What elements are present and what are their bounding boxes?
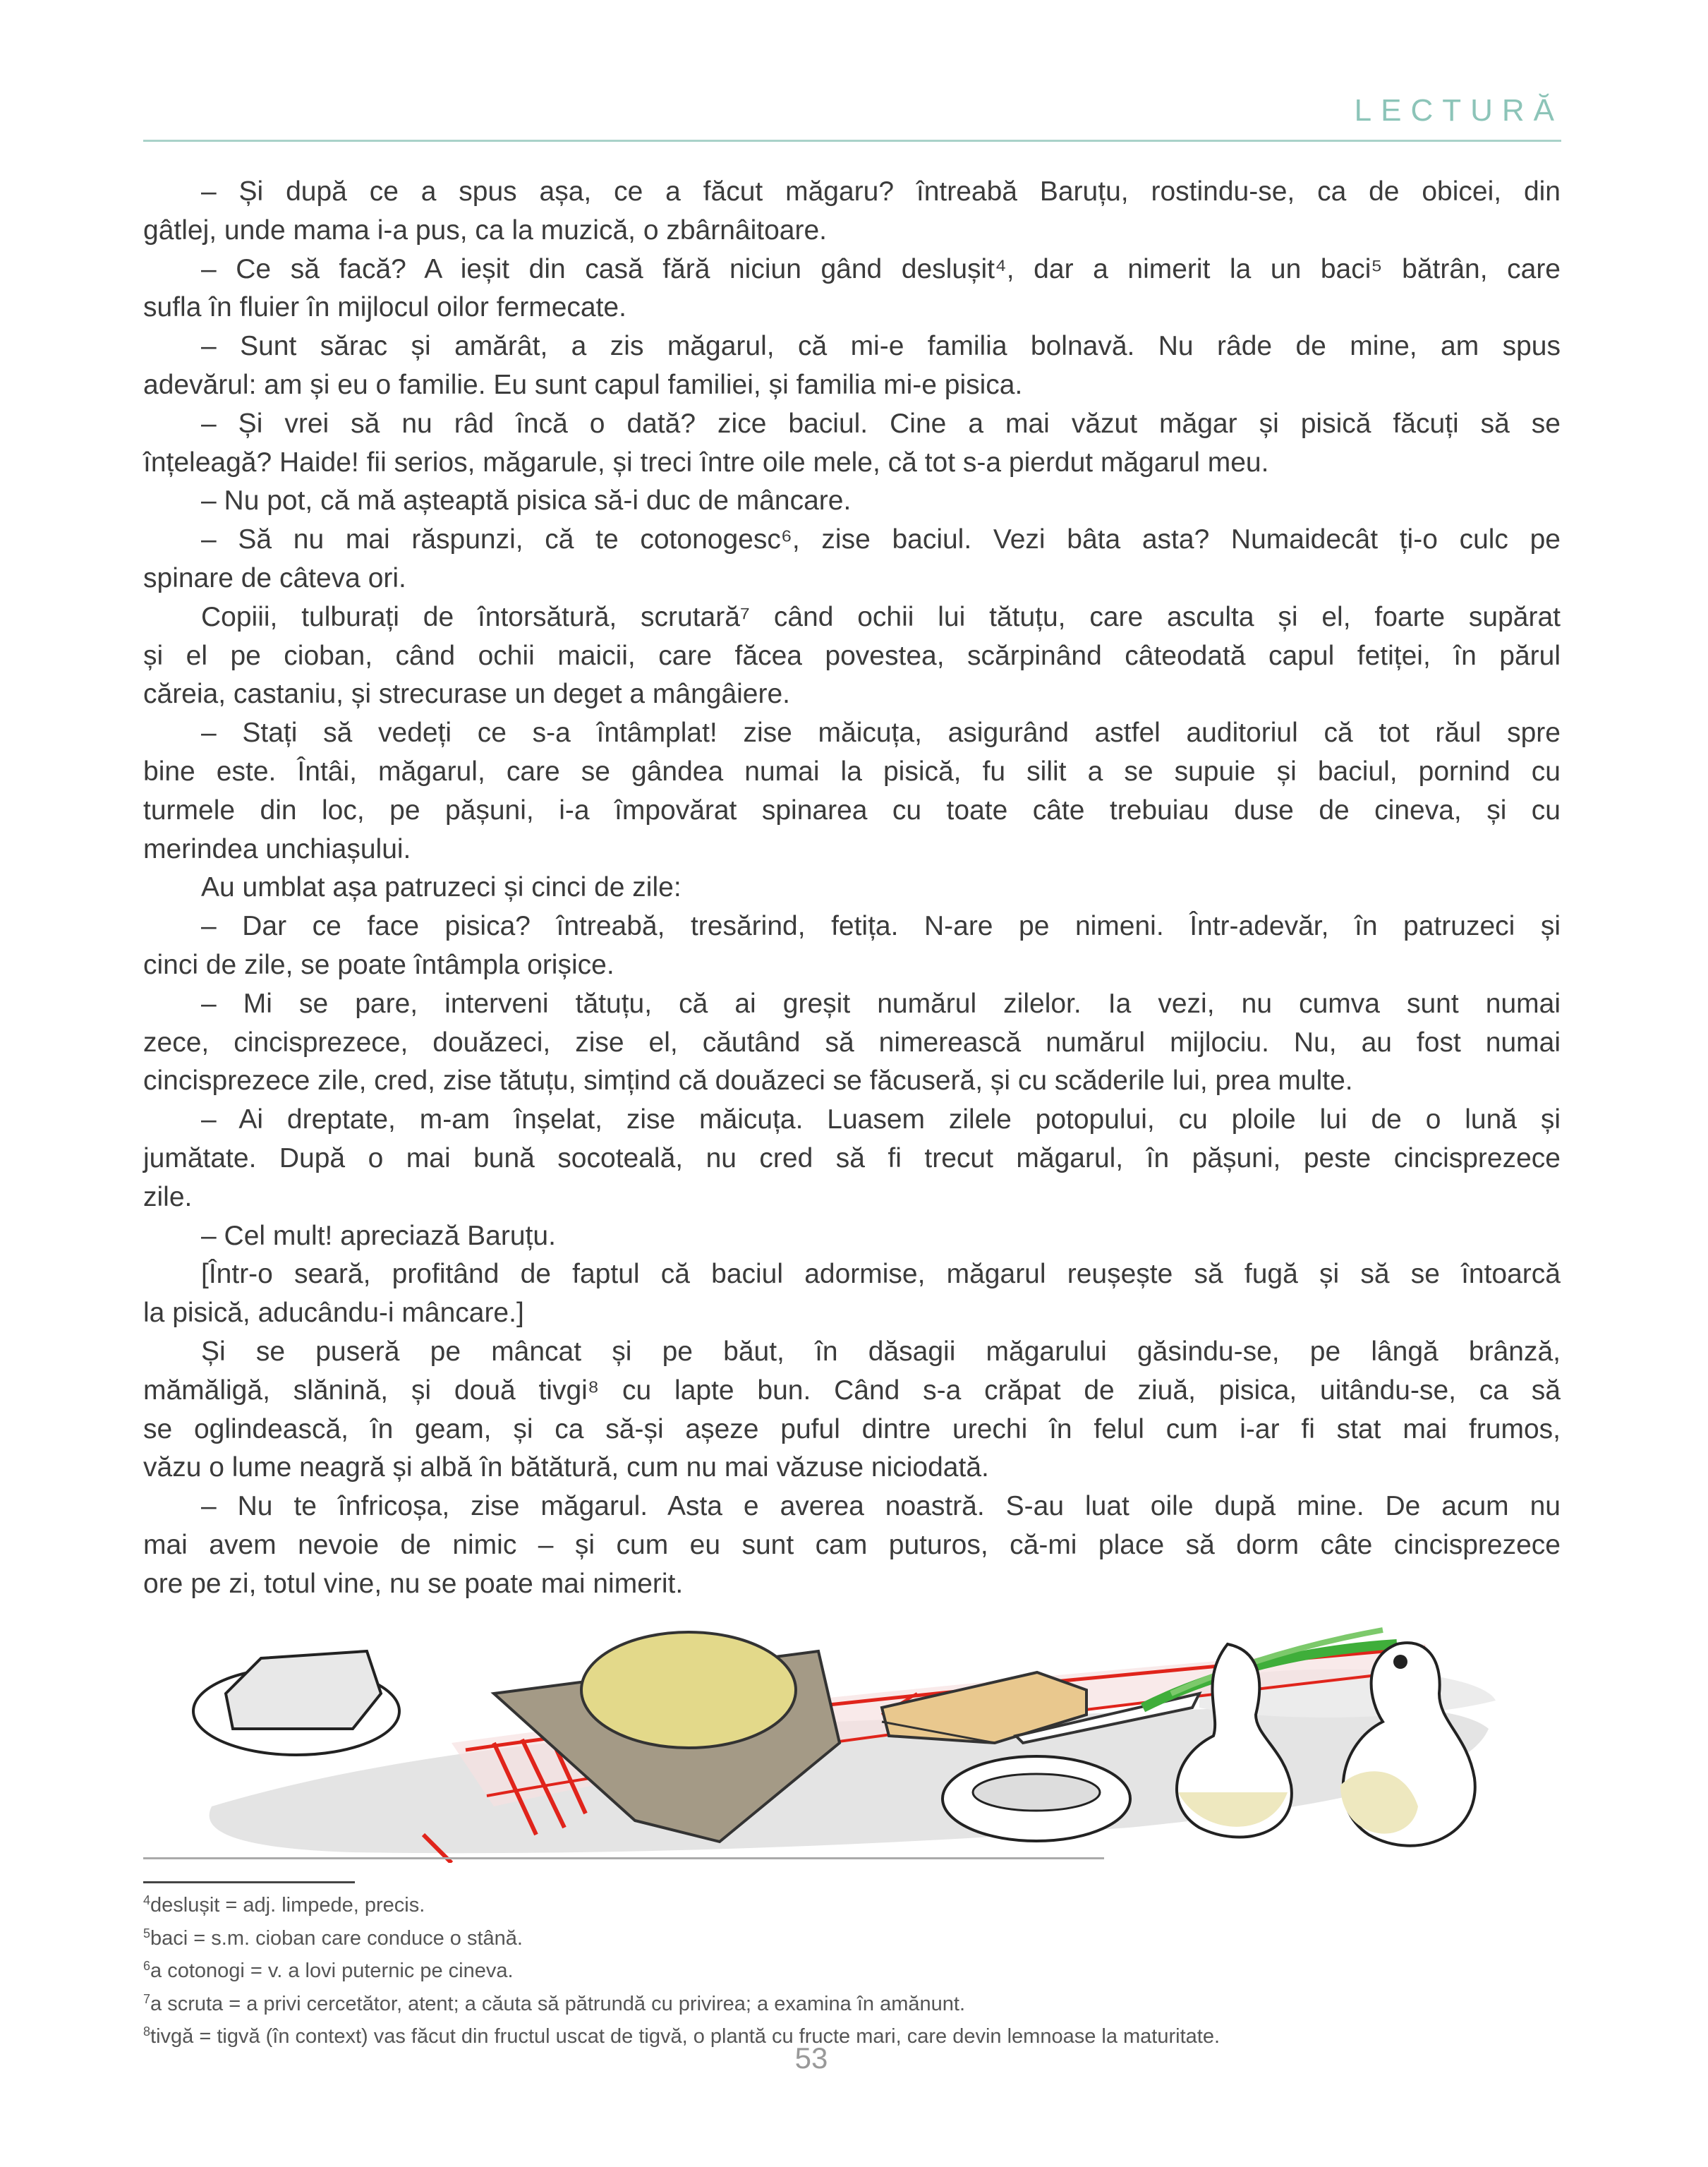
footnote <box>143 1952 1220 1986</box>
text-line: – Nu pot, că mă așteaptă pisica să-i duc de mâncare. <box>201 485 852 517</box>
text-line: – Și vrei să nu râd încă o dată? zice baciul. Cine a mai văzut măgar și pisică făcuți să se <box>201 408 1561 439</box>
paragraph <box>143 1101 1561 1217</box>
footnote-text: baci = s.m. cioban care conduce o stână. <box>150 1926 523 1950</box>
footnote <box>143 1920 1220 1953</box>
text-line: mai avem nevoie de nimic – și cum eu sunt cam puturos, că-mi place să dorm câte cincisprezece <box>143 1529 1561 1560</box>
text-line: la pisică, aducându-i mâncare.] <box>143 1298 524 1329</box>
paragraph <box>143 173 1561 250</box>
text-line: – Nu te înfricoșa, zise măgarul. Asta e averea noastră. S-au luat oile după mine. De acum nu <box>201 1491 1561 1522</box>
text-line: cinci de zile, se poate întâmpla orișice. <box>143 949 614 980</box>
paragraph <box>143 250 1561 328</box>
footnote-divider <box>143 1881 355 1883</box>
text-line: mămăligă, slănină, și două tivgi⁸ cu lapte bun. Când s-a crăpat de ziuă, pisica, uitându-se, ca să <box>143 1375 1561 1406</box>
text-line: bine este. Întâi, măgarul, care se gândea numai la pisică, fu silit a se supuie și baciul, pornind cu <box>143 756 1561 787</box>
footnote <box>143 1887 1220 1920</box>
paragraph <box>143 869 1561 907</box>
text-line: căreia, castaniu, și strecurase un deget a mângâiere. <box>143 679 791 710</box>
text-line: și el pe cioban, când ochii maicii, care făcea povestea, scărpinând câteodată capul fetiței, în părul <box>143 640 1561 671</box>
text-line: turmele din loc, pe pășuni, i-a împovărat spinarea cu toate câte trebuiau duse de cineva, și cu <box>143 795 1561 826</box>
paragraph <box>143 1217 1561 1256</box>
bowl <box>943 1756 1130 1841</box>
paragraph <box>143 482 1561 521</box>
text-line: – Ce să facă? A ieșit din casă fără niciun gând deslușit⁴, dar a nimerit la un baci⁵ bătrân, care <box>201 253 1561 284</box>
footnote-number: 8 <box>143 2024 151 2039</box>
text-line: – Să nu mai răspunzi, că te cotonogesc⁶, zise baciul. Vezi bâta asta? Numaidecât ți-o culc pe <box>201 524 1561 555</box>
paragraph <box>143 1487 1561 1603</box>
footnote-number: 7 <box>143 1991 151 2006</box>
section-title: LECTURĂ <box>1354 93 1563 128</box>
text-line: – Dar ce face pisica? întreabă, tresărind, fetița. N-are pe nimeni. Într-adevăr, în patruzeci și <box>201 911 1561 942</box>
text-line: – Sunt sărac și amărât, a zis măgarul, că mi-e familia bolnavă. Nu râde de mine, am spus <box>201 331 1561 362</box>
text-line: – Ai dreptate, m-am înșelat, zise măicuța. Luasem zilele potopului, cu ploile lui de o lună și <box>201 1104 1561 1135</box>
text-line: sufla în fluier în mijlocul oilor fermecate. <box>143 292 626 323</box>
cheese-plate <box>193 1651 399 1755</box>
header-divider <box>143 140 1561 142</box>
paragraph <box>143 521 1561 598</box>
footnote-number: 6 <box>143 1959 151 1973</box>
text-line: cincisprezece zile, cred, zise tătuțu, simțind că douăzeci se făcuseră, și cu scăderile lui, prea multe. <box>143 1066 1353 1097</box>
text-line: jumătate. După o mai bună socoteală, nu cred să fi trecut măgarul, în pășuni, peste cincisprezece <box>143 1142 1561 1173</box>
text-line: Copiii, tulburați de întorsătură, scrutară⁷ când ochii lui tătuțu, care asculta și el, foarte supărat <box>201 601 1561 632</box>
text-line: gâtlej, unde mama i-a pus, ca la muzică, o zbârnâitoare. <box>143 215 828 246</box>
paragraph <box>143 1333 1561 1487</box>
text-line: zile. <box>143 1181 193 1212</box>
paragraph <box>143 985 1561 1101</box>
text-line: [Într-o seară, profitând de faptul că baciul adormise, măgarul reușește să fugă și să se întoarcă <box>201 1259 1561 1290</box>
paragraph <box>143 907 1561 985</box>
paragraph <box>143 598 1561 714</box>
text-line: zece, cincisprezece, douăzeci, zise el, căutând să nimerească numărul mijlociu. Nu, au fost numai <box>143 1027 1561 1058</box>
text-line: Și se puseră pe mâncat și pe băut, în dăsagii măgarului găsindu-se, pe lângă brânză, <box>201 1336 1561 1367</box>
footnote-text: a scruta = a privi cercetător, atent; a căuta să pătrundă cu privirea; a examina în amănunt. <box>150 1992 966 2015</box>
text-line: – Cel mult! apreciază Baruțu. <box>201 1220 556 1251</box>
paragraph <box>143 714 1561 869</box>
text-line: adevărul: am și eu o familie. Eu sunt capul familiei, și familia mi-e pisica. <box>143 369 1023 400</box>
text-line: se oglindească, în geam, și ca să-și așeze puful dintre urechi în felul cum i-ar fi stat mai frumos, <box>143 1413 1561 1444</box>
paragraph <box>143 405 1561 483</box>
footnote-text: tivgă = tigvă (în context) vas făcut din fructul uscat de tigvă, o plantă cu fructe mari, care devin lemnoase la maturitate. <box>150 2025 1221 2048</box>
text-line: – Mi se pare, interveni tătuțu, că ai greșit numărul zilelor. Ia vezi, nu cumva sunt numai <box>201 988 1561 1019</box>
footnote-number: 4 <box>143 1893 151 1907</box>
food-illustration <box>0 1602 1708 1863</box>
text-line: înțeleagă? Haide! fii serios, măgarule, și treci între oile mele, că tot s-a pierdut măgarul meu. <box>143 447 1269 478</box>
footnotes <box>143 1887 1220 2051</box>
footnote <box>143 1986 1220 2019</box>
illustration-divider <box>143 1857 1104 1859</box>
page-number: 53 <box>794 2041 828 2075</box>
text-line: spinare de câteva ori. <box>143 562 406 593</box>
text-line: Au umblat așa patruzeci și cinci de zile: <box>201 872 682 903</box>
paragraph <box>143 327 1561 405</box>
footnote-text: a cotonogi = v. a lovi puternic pe cineva. <box>150 1960 514 1982</box>
footnote-text: deslușit = adj. limpede, precis. <box>150 1894 425 1917</box>
paragraph <box>143 1255 1561 1333</box>
text-line: ore pe zi, totul vine, nu se poate mai nimerit. <box>143 1568 684 1599</box>
text-line: văzu o lume neagră și albă în bătătură, cum nu mai văzuse niciodată. <box>143 1452 989 1483</box>
text-line: merindea unchiașului. <box>143 833 411 864</box>
text-line: – Stați să vedeți ce s-a întâmplat! zise măicuța, asigurând astfel auditoriul că tot răul spre <box>201 718 1561 749</box>
footnote-number: 5 <box>143 1926 151 1940</box>
text-line: – Și după ce a spus așa, ce a făcut măgaru? întreabă Baruțu, rostindu-se, ca de obicei, din <box>201 176 1561 207</box>
mamaliga <box>581 1632 796 1748</box>
story-text <box>143 173 1561 1603</box>
